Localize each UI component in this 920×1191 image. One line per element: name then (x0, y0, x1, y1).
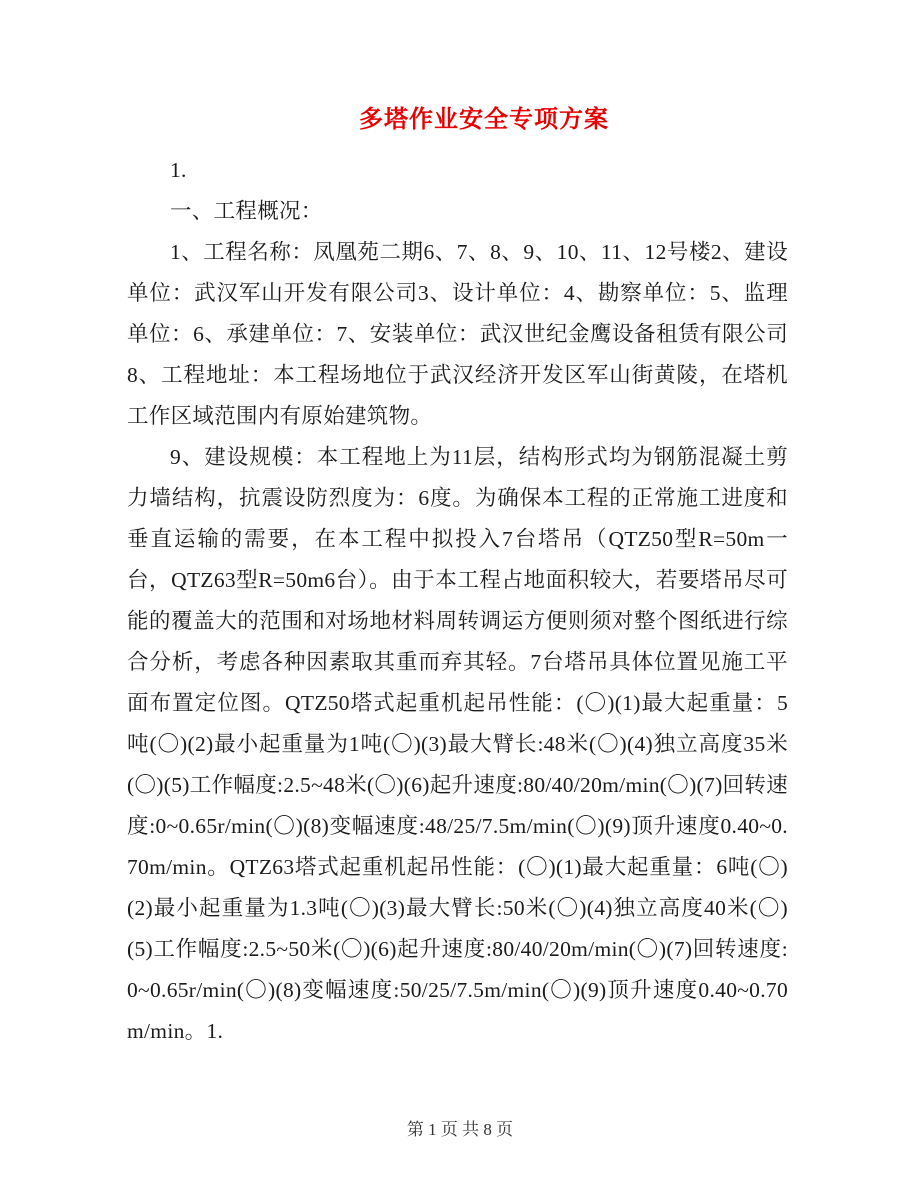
document-body (127, 150, 788, 1052)
paragraph: 9、建设规模：本工程地上为11层，结构形式均为钢筋混凝土剪力墙结构，抗震设防烈度为：6度。为确保本工程的正常施工进度和垂直运输的需要，在本工程中拟投入7台塔吊（QTZ50型R=50m一台，QTZ63型R=50m6台）。由于本工程占地面积较大，若要塔吊尽可能的覆盖大的范围和对场地材料周转调运方便则须对整个图纸进行综合分析，考虑各种因素取其重而弃其轻。7台塔吊具体位置见施工平面布置定位图。QTZ50塔式起重机起吊性能：(〇)(1)最大起重量：5吨(〇)(2)最小起重量为1吨(〇)(3)最大臂长:48米(〇)(4)独立高度35米(〇)(5)工作幅度:2.5~48米(〇)(6)起升速度:80/40/20m/min(〇)(7)回转速度:0~0.65r/min(〇)(8)变幅速度:48/25/7.5m/min(〇)(9)顶升速度0.40~0.70m/min。QTZ63塔式起重机起吊性能：(〇)(1)最大起重量：6吨(〇)(2)最小起重量为1.3吨(〇)(3)最大臂长:50米(〇)(4)独立高度40米(〇)(5)工作幅度:2.5~50米(〇)(6)起升速度:80/40/20m/min(〇)(7)回转速度:0~0.65r/min(〇)(8)变幅速度:50/25/7.5m/min(〇)(9)顶升速度0.40~0.70m/min。1. (127, 445, 788, 1043)
document-title: 多塔作业安全专项方案 (359, 107, 609, 133)
paragraph: 1. (170, 158, 187, 182)
page-footer (0, 1118, 920, 1142)
page-number-label: 第 1 页 共 8 页 (406, 1120, 514, 1139)
paragraph: 一、工程概况： (170, 199, 323, 223)
paragraph: 1、工程名称：凤凰苑二期6、7、8、9、10、11、12号楼2、建设单位：武汉军山开发有限公司3、设计单位：4、勘察单位：5、监理单位：6、承建单位：7、安装单位：武汉世纪金鹰设备租赁有限公司8、工程地址：本工程场地位于武汉经济开发区军山街黄陵，在塔机工作区域范围内有原始建筑物。 (127, 240, 788, 428)
